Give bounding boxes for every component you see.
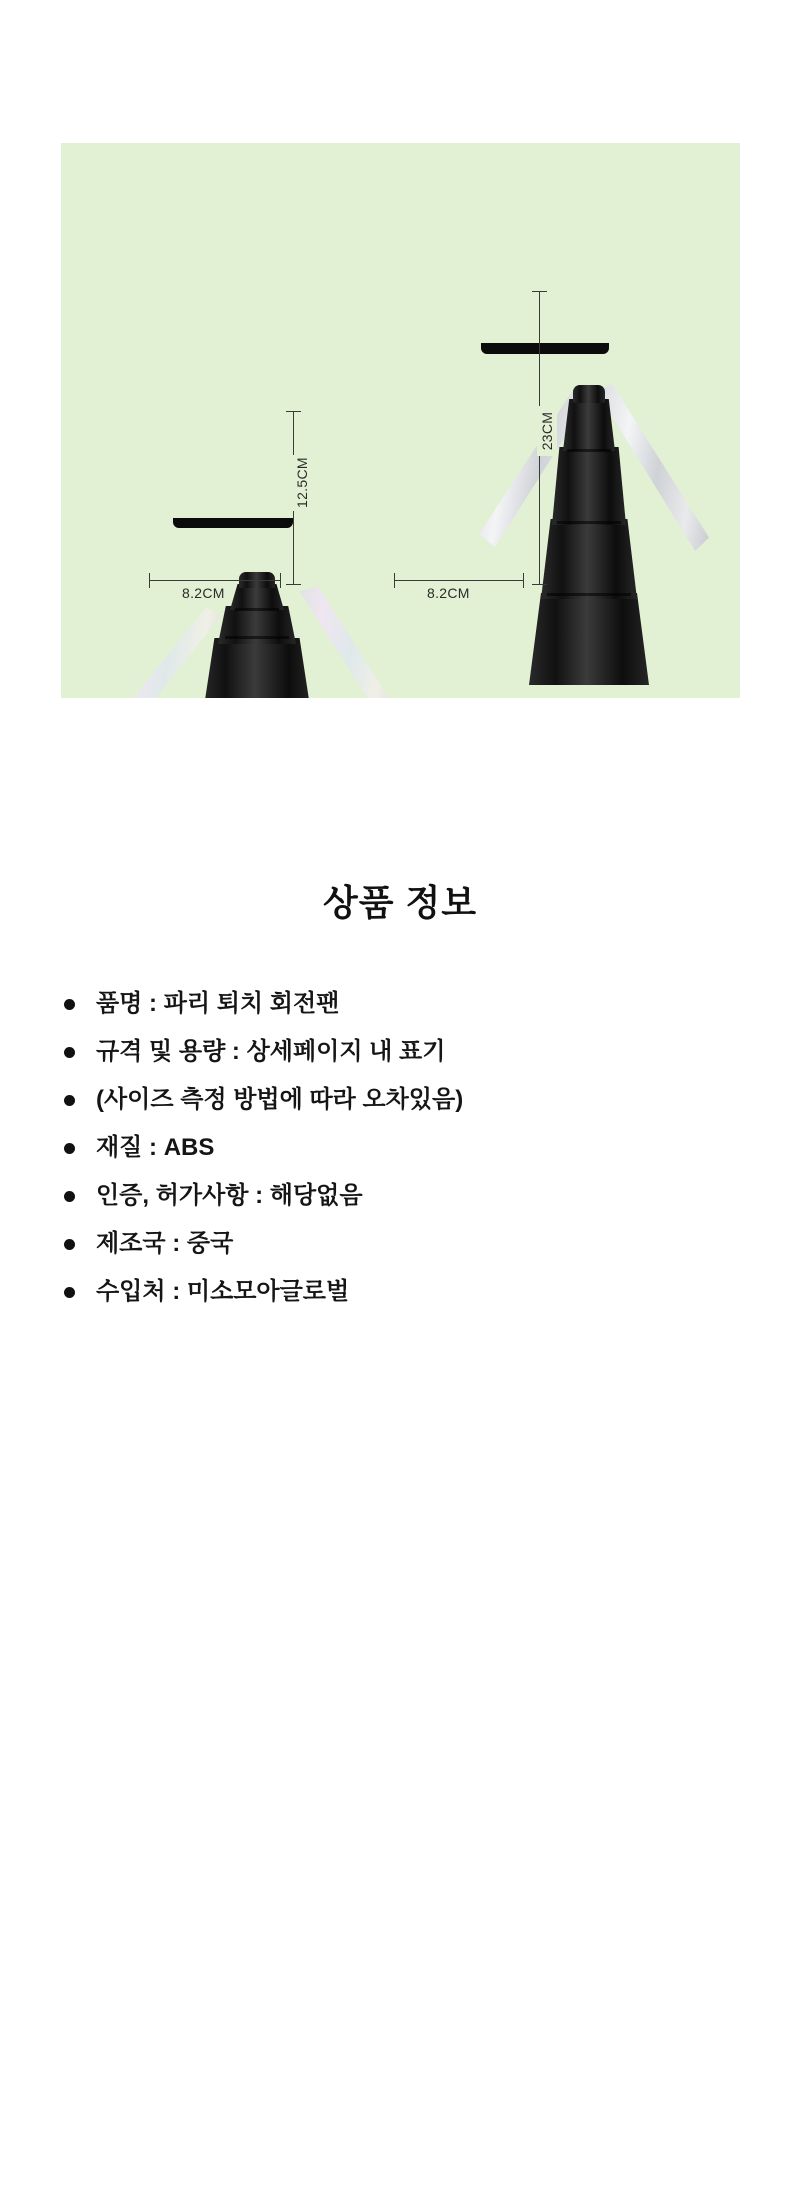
bullet-icon [64,1143,75,1154]
fan-top-section [563,399,615,451]
fan-seam-line [567,449,611,452]
fan-middle-upper-section [552,447,626,525]
list-item-label: 품명 : 파리 퇴치 회전팬 [96,990,340,1017]
fan-base-section [529,593,649,685]
fan-blade-right-icon [293,586,405,698]
list-item [52,988,752,1019]
list-item [52,1084,752,1115]
small-width-dimension-line [149,580,281,581]
fan-seam-line [225,636,289,639]
bullet-icon [64,1287,75,1298]
product-info-list [52,988,752,1324]
large-width-dimension-label: 8.2CM [424,583,473,603]
fan-seam-line [235,608,279,611]
list-item [52,1228,752,1259]
list-item-label: 수입처 : 미소모아글로벌 [96,1278,350,1305]
large-height-dimension-label: 23CM [537,406,557,456]
fan-seam-line [547,593,631,596]
fan-blade-left-icon [113,604,221,698]
list-item-label: 인증, 허가사항 : 해당없음 [96,1182,363,1209]
list-item [52,1180,752,1211]
small-product-illustration [173,518,383,698]
small-height-dimension-label: 12.5CM [292,455,312,511]
list-item-label: 규격 및 용량 : 상세페이지 내 표기 [96,1038,446,1065]
bullet-icon [64,1047,75,1058]
fan-seam-line [557,521,621,524]
list-item-label: 제조국 : 중국 [96,1230,234,1257]
product-size-image [61,143,740,698]
list-item [52,1036,752,1067]
fan-foot [481,343,609,354]
bullet-icon [64,1239,75,1250]
large-width-dimension-line [394,580,524,581]
list-item-label: (사이즈 측정 방법에 따라 오차있음) [96,1086,464,1113]
fan-base-section [201,638,313,698]
small-width-dimension-label: 8.2CM [179,583,228,603]
bullet-icon [64,1191,75,1202]
fan-middle-lower-section [541,519,637,599]
large-product-illustration [481,343,731,698]
list-item [52,1276,752,1307]
bullet-icon [64,1095,75,1106]
fan-cap [573,385,605,403]
fan-foot [173,518,293,528]
bullet-icon [64,999,75,1010]
list-item [52,1132,752,1163]
page-title: 상품 정보 [322,882,478,923]
list-item-label: 재질 : ABS [96,1134,215,1161]
